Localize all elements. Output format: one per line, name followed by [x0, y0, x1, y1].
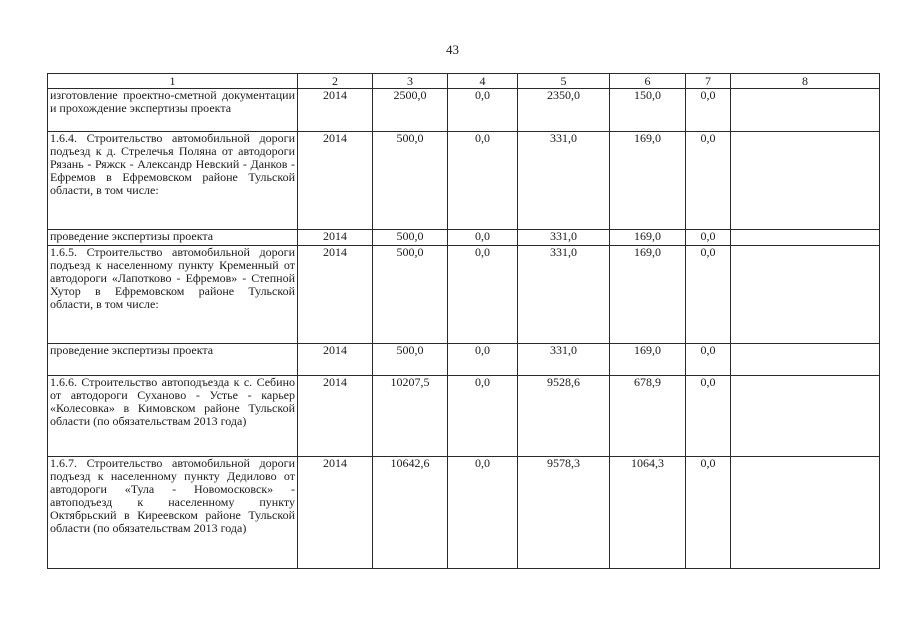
cell-col4: 0,0 [448, 246, 518, 344]
col-header: 1 [48, 74, 298, 89]
cell-col6: 678,9 [610, 376, 686, 457]
cell-col4: 0,0 [448, 344, 518, 376]
cell-col3: 2500,0 [373, 89, 448, 132]
cell-year: 2014 [298, 132, 373, 230]
budget-table [47, 73, 880, 569]
cell-col6: 1064,3 [610, 457, 686, 569]
cell-col8 [731, 230, 880, 246]
table-row [48, 457, 880, 569]
table-row [48, 344, 880, 376]
cell-col7: 0,0 [686, 132, 731, 230]
cell-col6: 169,0 [610, 246, 686, 344]
col-header: 5 [518, 74, 610, 89]
cell-col5: 9528,6 [518, 376, 610, 457]
cell-col6: 169,0 [610, 132, 686, 230]
cell-col4: 0,0 [448, 230, 518, 246]
cell-col7: 0,0 [686, 344, 731, 376]
cell-col3: 10207,5 [373, 376, 448, 457]
cell-col3: 500,0 [373, 246, 448, 344]
table-row [48, 246, 880, 344]
row-description: 1.6.6. Строительство автоподъезда к с. Себино от автодороги Сухановo - Устье - карьер «Колесовка» в Кимовском районе Тульской области (по обязательствам 2013 года) [48, 376, 298, 457]
cell-col3: 500,0 [373, 230, 448, 246]
cell-col8 [731, 246, 880, 344]
page-number: 43 [446, 42, 459, 57]
cell-year: 2014 [298, 230, 373, 246]
col-header: 4 [448, 74, 518, 89]
cell-col5: 331,0 [518, 246, 610, 344]
cell-year: 2014 [298, 344, 373, 376]
cell-col6: 169,0 [610, 230, 686, 246]
cell-col4: 0,0 [448, 89, 518, 132]
cell-col8 [731, 132, 880, 230]
cell-col5: 2350,0 [518, 89, 610, 132]
cell-col6: 169,0 [610, 344, 686, 376]
col-header: 2 [298, 74, 373, 89]
row-description: 1.6.4. Строительство автомобильной дороги подъезд к д. Стрелечья Поляна от автодороги Рязань - Ряжск - Александр Невский - Данков - Ефремов в Ефремовском районе Тульской области, в том числе: [48, 132, 298, 230]
cell-col3: 10642,6 [373, 457, 448, 569]
cell-col5: 331,0 [518, 344, 610, 376]
col-header: 8 [731, 74, 880, 89]
cell-col7: 0,0 [686, 89, 731, 132]
table-row [48, 132, 880, 230]
table-row [48, 376, 880, 457]
row-description: изготовление проектно-сметной документации и прохождение экспертизы проекта [48, 89, 298, 132]
cell-col5: 9578,3 [518, 457, 610, 569]
cell-col5: 331,0 [518, 132, 610, 230]
cell-col8 [731, 457, 880, 569]
col-header: 6 [610, 74, 686, 89]
cell-col8 [731, 376, 880, 457]
row-description: 1.6.5. Строительство автомобильной дороги подъезд к населенному пункту Кременный от автодороги «Лапотково - Ефремов» - Степной Хутор в Ефремовском районе Тульской области, в том числе: [48, 246, 298, 344]
cell-col7: 0,0 [686, 246, 731, 344]
cell-col4: 0,0 [448, 132, 518, 230]
col-header: 3 [373, 74, 448, 89]
cell-year: 2014 [298, 376, 373, 457]
cell-col4: 0,0 [448, 376, 518, 457]
cell-col3: 500,0 [373, 344, 448, 376]
row-description: проведение экспертизы проекта [48, 230, 298, 246]
row-description: проведение экспертизы проекта [48, 344, 298, 376]
cell-col8 [731, 89, 880, 132]
cell-col7: 0,0 [686, 230, 731, 246]
cell-col7: 0,0 [686, 457, 731, 569]
cell-col6: 150,0 [610, 89, 686, 132]
cell-col4: 0,0 [448, 457, 518, 569]
cell-col8 [731, 344, 880, 376]
cell-year: 2014 [298, 89, 373, 132]
table-row [48, 89, 880, 132]
table-header-row [48, 74, 880, 89]
table-row [48, 230, 880, 246]
cell-col5: 331,0 [518, 230, 610, 246]
cell-year: 2014 [298, 457, 373, 569]
cell-col3: 500,0 [373, 132, 448, 230]
cell-year: 2014 [298, 246, 373, 344]
cell-col7: 0,0 [686, 376, 731, 457]
row-description: 1.6.7. Строительство автомобильной дороги подъезд к населенному пункту Дедилово от автодороги «Тула - Новомосковск» - автоподъезд к населенному пункту Октябрьский в Киреевском районе Тульской области (по обязательствам 2013 года) [48, 457, 298, 569]
col-header: 7 [686, 74, 731, 89]
